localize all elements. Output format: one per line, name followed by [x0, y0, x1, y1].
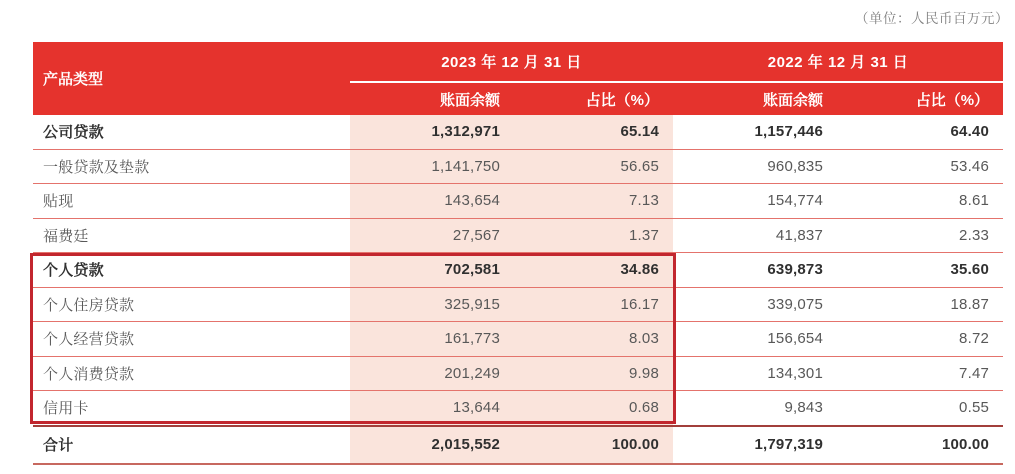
balance-2023-cell: 161,773 — [350, 322, 510, 357]
balance-2023-cell: 325,915 — [350, 287, 510, 322]
product-cell: 个人经营贷款 — [33, 322, 350, 357]
balance-2023-cell: 1,141,750 — [350, 149, 510, 184]
table-row — [33, 218, 1003, 253]
pct-2022-cell: 8.61 — [833, 184, 1003, 219]
table-body — [33, 115, 1003, 464]
pct-2023-cell: 0.68 — [510, 391, 673, 426]
balance-2022-cell: 154,774 — [673, 184, 833, 219]
balance-2022-cell: 960,835 — [673, 149, 833, 184]
balance-2022-header: 账面余额 — [673, 82, 833, 115]
balance-2022-cell: 134,301 — [673, 356, 833, 391]
table-row — [33, 391, 1003, 426]
pct-2023-cell: 1.37 — [510, 218, 673, 253]
product-cell: 个人消费贷款 — [33, 356, 350, 391]
balance-2022-cell: 9,843 — [673, 391, 833, 426]
pct-2023-cell: 8.03 — [510, 322, 673, 357]
product-cell: 信用卡 — [33, 391, 350, 426]
table-row — [33, 322, 1003, 357]
product-type-header: 产品类型 — [33, 42, 350, 115]
pct-2022-cell: 100.00 — [833, 426, 1003, 464]
pct-2023-cell: 16.17 — [510, 287, 673, 322]
balance-2022-cell: 156,654 — [673, 322, 833, 357]
pct-2022-cell: 8.72 — [833, 322, 1003, 357]
pct-2022-cell: 2.33 — [833, 218, 1003, 253]
table-header — [33, 42, 1003, 115]
balance-2023-cell: 27,567 — [350, 218, 510, 253]
balance-2023-cell: 143,654 — [350, 184, 510, 219]
pct-2022-cell: 0.55 — [833, 391, 1003, 426]
table-row — [33, 287, 1003, 322]
balance-2022-cell: 639,873 — [673, 253, 833, 288]
pct-2022-cell: 35.60 — [833, 253, 1003, 288]
balance-2022-cell: 1,797,319 — [673, 426, 833, 464]
balance-2023-cell: 2,015,552 — [350, 426, 510, 464]
product-cell: 贴现 — [33, 184, 350, 219]
table-row-total — [33, 426, 1003, 464]
pct-2023-cell: 34.86 — [510, 253, 673, 288]
pct-2022-header: 占比（%） — [833, 82, 1003, 115]
pct-2023-cell: 100.00 — [510, 426, 673, 464]
table-row — [33, 184, 1003, 219]
pct-2022-cell: 53.46 — [833, 149, 1003, 184]
period-2023-header: 2023 年 12 月 31 日 — [350, 42, 673, 82]
product-cell: 个人贷款 — [33, 253, 350, 288]
pct-2023-header: 占比（%） — [510, 82, 673, 115]
product-cell: 一般贷款及垫款 — [33, 149, 350, 184]
balance-2022-cell: 1,157,446 — [673, 115, 833, 149]
loan-breakdown-table — [33, 42, 1003, 465]
period-2022-header: 2022 年 12 月 31 日 — [673, 42, 1003, 82]
balance-2023-cell: 1,312,971 — [350, 115, 510, 149]
pct-2022-cell: 7.47 — [833, 356, 1003, 391]
balance-2023-cell: 13,644 — [350, 391, 510, 426]
product-cell: 公司贷款 — [33, 115, 350, 149]
pct-2022-cell: 64.40 — [833, 115, 1003, 149]
balance-2022-cell: 41,837 — [673, 218, 833, 253]
table-row — [33, 149, 1003, 184]
product-cell: 个人住房贷款 — [33, 287, 350, 322]
balance-2023-cell: 702,581 — [350, 253, 510, 288]
pct-2023-cell: 56.65 — [510, 149, 673, 184]
balance-2023-header: 账面余额 — [350, 82, 510, 115]
balance-2023-cell: 201,249 — [350, 356, 510, 391]
balance-2022-cell: 339,075 — [673, 287, 833, 322]
pct-2023-cell: 65.14 — [510, 115, 673, 149]
period-header-row — [33, 42, 1003, 82]
table-row — [33, 356, 1003, 391]
table-row — [33, 253, 1003, 288]
product-cell: 合计 — [33, 426, 350, 464]
pct-2023-cell: 7.13 — [510, 184, 673, 219]
table-row — [33, 115, 1003, 149]
pct-2022-cell: 18.87 — [833, 287, 1003, 322]
unit-note: （单位：人民币百万元） — [855, 11, 1009, 26]
product-cell: 福费廷 — [33, 218, 350, 253]
loan-table-wrapper — [33, 42, 1003, 465]
pct-2023-cell: 9.98 — [510, 356, 673, 391]
